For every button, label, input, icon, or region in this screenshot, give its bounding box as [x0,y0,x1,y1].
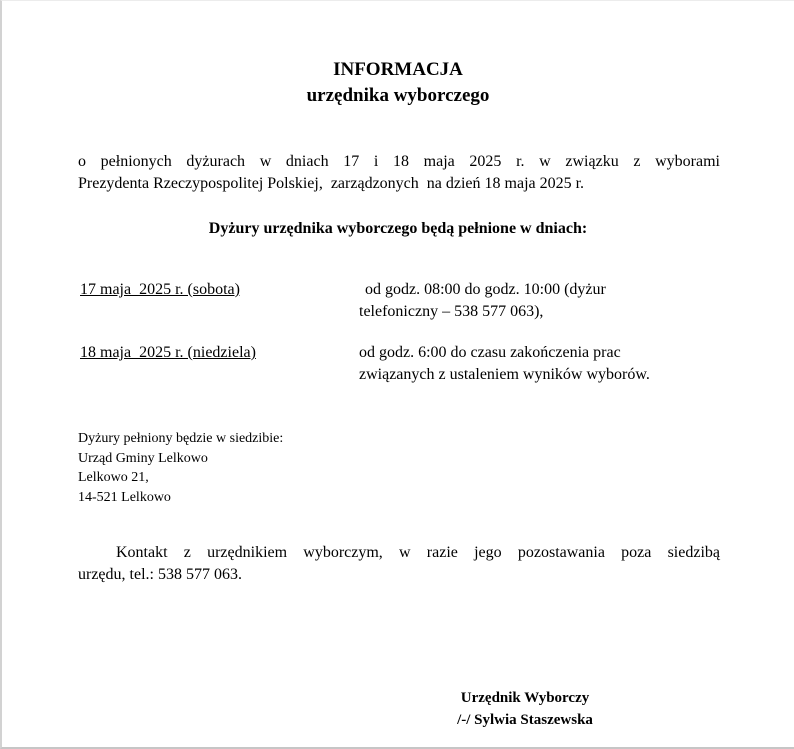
contact-paragraph [78,542,720,586]
location-intro: Dyżury pełniony będzie w siedzibie: [78,431,284,446]
intro-line2: Prezydenta Rzeczypospolitej Polskiej, zarządzonych na dzień 18 maja 2025 r. [78,175,585,192]
signature-name: /-/ Sylwia Staszewska [457,711,593,728]
signature-role: Urzędnik Wyborczy [460,690,590,706]
duty-time-saturday-line2: telefoniczny – 538 577 063), [359,303,544,320]
duty-time-sunday-line1: od godz. 6:00 do czasu zakończenia prac [359,344,621,361]
duty-time-sunday [359,342,689,386]
duty-date-saturday: 17 maja 2025 r. (sobota) [80,281,240,298]
duty-date-sunday: 18 maja 2025 r. (niedziela) [80,344,256,361]
contact-line2: urzędu, tel.: 538 577 063. [78,566,242,583]
duty-row-sunday [2,342,794,392]
duty-row-saturday [2,279,794,329]
location-street: Lelkowo 21, [78,470,149,485]
document-title-line2: urzędnika wyborczego [306,85,490,106]
intro-line1: o pełnionych dyżurach w dniach 17 i 18 maja 2025 r. w związku z wyborami [78,153,720,170]
contact-line1: Kontakt z urzędnikiem wyborczym, w razie jego pozostawania poza siedzibą [116,544,720,561]
intro-paragraph [78,151,720,195]
duty-location-block [78,429,478,507]
duty-time-saturday [359,279,689,323]
signature-block [390,688,660,731]
location-office: Urząd Gminy Lelkowo [78,450,208,466]
location-postal: 14-521 Lelkowo [78,489,171,505]
duty-time-saturday-line1: od godz. 08:00 do godz. 10:00 (dyżur [365,281,606,298]
schedule-heading: Dyżury urzędnika wyborczego będą pełnione w dniach: [208,220,588,237]
document-title-line1: INFORMACJA [333,59,463,80]
duty-time-sunday-line2: związanych z ustaleniem wyników wyborów. [359,366,650,383]
document-title [2,57,794,109]
